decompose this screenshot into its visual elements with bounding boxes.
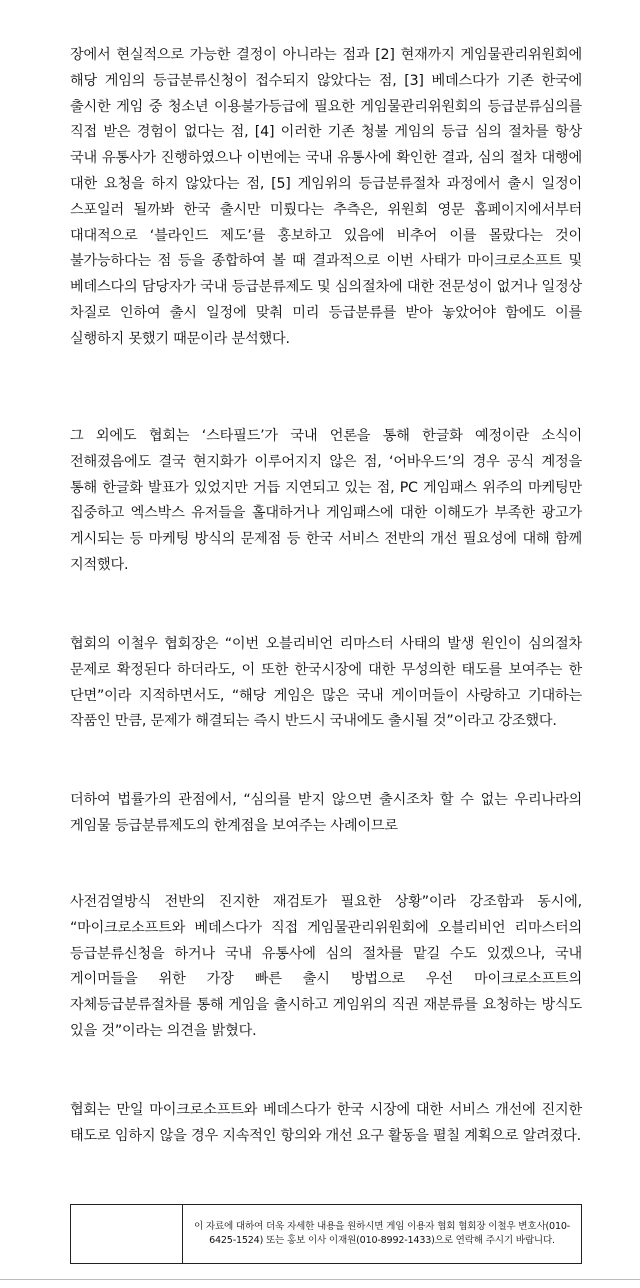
contact-box-left-cell	[71, 1205, 183, 1263]
paragraph-other-issues: 그 외에도 협회는 ‘스타필드’가 국내 언론을 통해 한글화 예정이란 소식이 전해졌음에도 결국 현지화가 이루어지지 않은 점, ‘어바우드’의 경우 공식 계정을 통해 한글화 발표가 있었지만 거듭 지연되고 있는 점, PC 게임패스 위주의 마케팅만 집중하고 엑스박스 유저들을 홀대하거나 게임패스에 대한 이해도가 부족한 광고가 게시되는 등 마케팅 방식의 문제점 등 한국 서비스 전반의 개선 필요성에 대해 함께 지적했다.	[70, 428, 582, 573]
paragraph-closing: 협회는 만일 마이크로소프트와 베데스다가 한국 시장에 대한 서비스 개선에 진지한 태도로 임하지 않을 경우 지속적인 항의와 개선 요구 활동을 펼칠 계획으로 알려졌다.	[70, 1102, 582, 1144]
paragraph-legal-view-continued: 사전검열방식 전반의 진지한 재검토가 필요한 상황”이라 강조함과 동시에, “마이크로소프트와 베데스다가 직접 게임물관리위원회에 오블리비언 리마스터의 등급분류신청을 하거나 국내 유통사에 심의 절차를 맡길 수도 있겠으나, 국내 게이머들을 위한 가장 빠른 출시 방법으로 우선 마이크로소프트의 자체등급분류절차를 통해 게임을 출시하고 게임위의 직권 재분류를 요청하는 방식도 있을 것”이라는 의견을 밝혔다.	[70, 894, 582, 1039]
paragraph-legal-view: 더하여 법률가의 관점에서, “심의를 받지 않으면 출시조차 할 수 없는 우리나라의 게임물 등급분류제도의 한계점을 보여주는 사례이므로	[70, 792, 582, 834]
paragraph-president-quote: 협회의 이철우 협회장은 “이번 오블리비언 리마스터 사태의 발생 원인이 심의절차 문제로 확정된다 하더라도, 이 또한 한국시장에 대한 무성의한 태도를 보여주는 한 단면”이라 지적하면서도, “해당 게임은 많은 국내 게이머들이 사랑하고 기대하는 작품인 만큼, 문제가 해결되는 즉시 반드시 국내에도 출시될 것”이라고 강조했다.	[70, 636, 582, 730]
bottom-divider	[0, 1279, 640, 1280]
contact-box-right-cell	[183, 1205, 581, 1263]
contact-info-text: 이 자료에 대하여 더욱 자세한 내용을 원하시면 게임 이용자 협회 협회장 이철우 변호사(010-6425-1524) 또는 홍보 이사 이재원(010-8992-1433)으로 연락해 주시기 바랍니다.	[193, 1221, 571, 1246]
paragraph-analysis: 장에서 현실적으로 가능한 결정이 아니라는 점과 [2] 현재까지 게임물관리위원회에 해당 게임의 등급분류신청이 접수되지 않았다는 점, [3] 베데스다가 기존 한국에 출시한 게임 중 청소년 이용불가등급에 필요한 게임물관리위원회의 등급분류심의를 직접 받은 경험이 없다는 점, [4] 이러한 기존 청불 게임의 등급 심의 절차를 항상 국내 유통사가 진행하였으나 이번에는 국내 유통사에 확인한 결과, 심의 절차 대행에 대한 요청을 하지 않았다는 점, [5] 게임위의 등급분류절차 과정에서 출시 일정이 스포일러 될까봐 한국 출시만 미뤘다는 추측은, 위원회 영문 홈페이지에서부터 대대적으로 ‘블라인드 제도’를 홍보하고 있음에 비추어 이를 몰랐다는 것이 불가능하다는 점 등을 종합하여 볼 때 결과적으로 이번 사태가 마이크로소프트 및 베데스다의 담당자가 국내 등급분류제도 및 심의절차에 대한 전문성이 없거나 일정상 차질로 인하여 출시 일정에 맞춰 미리 등급분류를 받아 놓았어야 함에도 이를 실행하지 못했기 때문이라 분석했다.	[70, 47, 582, 347]
contact-box	[70, 1204, 582, 1264]
